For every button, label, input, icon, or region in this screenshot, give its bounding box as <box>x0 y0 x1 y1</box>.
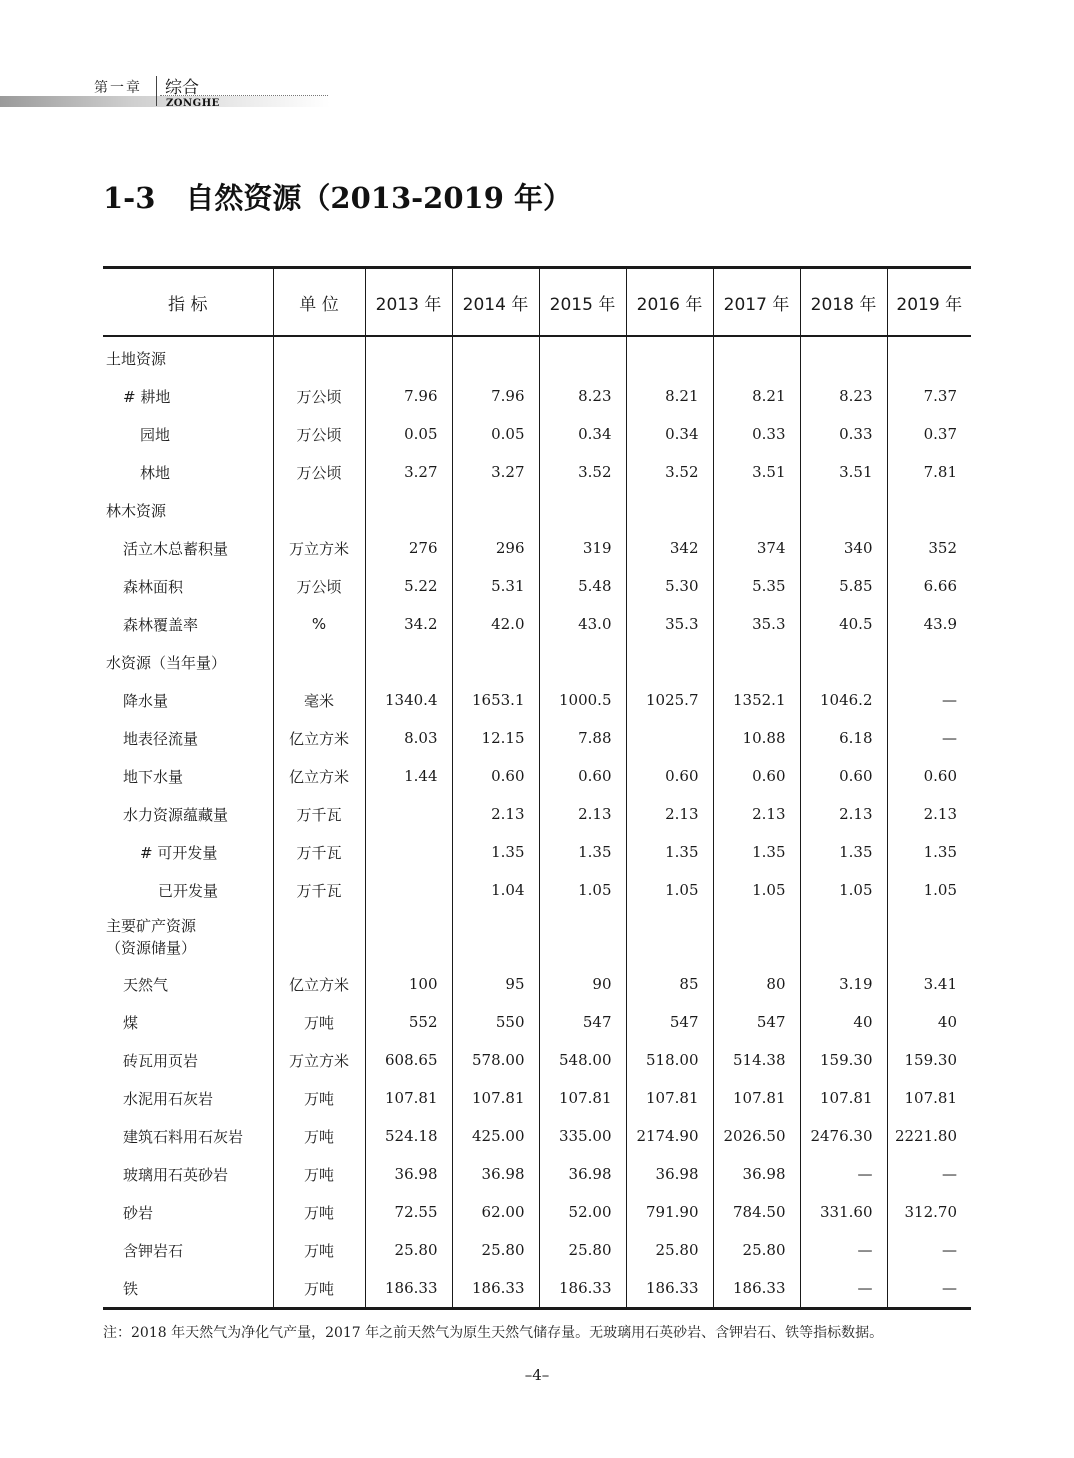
cell-value <box>452 909 539 965</box>
table-row <box>103 415 971 453</box>
row-indicator <box>103 643 273 681</box>
row-label: 园地 <box>140 425 171 444</box>
row-label: 含钾岩石 <box>123 1241 184 1260</box>
cell-value: 374 <box>713 529 800 567</box>
row-label: 主要矿产资源 <box>106 917 197 935</box>
row-unit <box>273 643 365 681</box>
cell-value: 0.34 <box>626 415 713 453</box>
row-label: 地下水量 <box>123 767 184 786</box>
table-row <box>103 336 971 377</box>
section-pinyin: ZONGHE <box>166 98 220 109</box>
table-title-text: 自然资源（2013-2019 年） <box>185 181 572 215</box>
cell-value: 0.05 <box>452 415 539 453</box>
chapter-label: 第一章 <box>94 80 142 96</box>
cell-value: 7.81 <box>887 453 971 491</box>
cell-value: 25.80 <box>365 1231 452 1269</box>
cell-value <box>713 491 800 529</box>
row-label: 砂岩 <box>123 1203 154 1222</box>
cell-value: 1.05 <box>626 871 713 909</box>
cell-value: 7.37 <box>887 377 971 415</box>
cell-value: 25.80 <box>539 1231 626 1269</box>
cell-value: 3.27 <box>365 453 452 491</box>
row-unit: 万吨 <box>273 1003 365 1041</box>
cell-value: 12.15 <box>452 719 539 757</box>
table-row <box>103 453 971 491</box>
cell-value: 1653.1 <box>452 681 539 719</box>
cell-value: 40 <box>887 1003 971 1041</box>
cell-value: 8.21 <box>626 377 713 415</box>
table-row <box>103 567 971 605</box>
row-indicator <box>103 757 273 795</box>
cell-value <box>800 643 887 681</box>
cell-value: 107.81 <box>452 1079 539 1117</box>
row-unit: 万吨 <box>273 1269 365 1309</box>
page-title <box>103 176 572 217</box>
row-indicator <box>103 1269 273 1309</box>
cell-value: 1.35 <box>626 833 713 871</box>
cell-value: 1025.7 <box>626 681 713 719</box>
cell-value: 518.00 <box>626 1041 713 1079</box>
cell-value: 1352.1 <box>713 681 800 719</box>
table-row <box>103 833 971 871</box>
cell-value <box>626 336 713 377</box>
cell-value: 0.60 <box>800 757 887 795</box>
cell-value: 1.44 <box>365 757 452 795</box>
cell-value <box>365 491 452 529</box>
cell-value: 159.30 <box>800 1041 887 1079</box>
cell-value: 1046.2 <box>800 681 887 719</box>
cell-value: 5.30 <box>626 567 713 605</box>
row-label: 降水量 <box>123 691 169 710</box>
cell-value <box>887 336 971 377</box>
cell-value: 3.51 <box>713 453 800 491</box>
cell-value <box>887 909 971 965</box>
natural-resources-table <box>103 266 971 1310</box>
cell-value: 352 <box>887 529 971 567</box>
table-footnote: 注：2018 年天然气为净化气产量，2017 年之前天然气为原生天然气储存量。无玻璃用石英砂岩、含钾岩石、铁等指标数据。 <box>103 1325 884 1341</box>
cell-value: 2.13 <box>626 795 713 833</box>
cell-value: 107.81 <box>626 1079 713 1117</box>
cell-value: 72.55 <box>365 1193 452 1231</box>
cell-value <box>626 909 713 965</box>
cell-value: 7.96 <box>452 377 539 415</box>
cell-value: 1.05 <box>800 871 887 909</box>
cell-value: 0.60 <box>539 757 626 795</box>
cell-value: 3.52 <box>539 453 626 491</box>
cell-value <box>452 491 539 529</box>
cell-value: 1.05 <box>713 871 800 909</box>
table-row <box>103 1003 971 1041</box>
cell-value: 107.81 <box>365 1079 452 1117</box>
row-label: 水泥用石灰岩 <box>123 1089 214 1108</box>
row-label: 建筑石料用石灰岩 <box>123 1127 244 1146</box>
row-label: 森林面积 <box>123 577 184 596</box>
cell-value: 5.31 <box>452 567 539 605</box>
cell-value <box>365 643 452 681</box>
cell-value <box>887 643 971 681</box>
column-header-year: 2015 年 <box>539 268 626 337</box>
row-indicator <box>103 1117 273 1155</box>
cell-value: 1.35 <box>539 833 626 871</box>
row-indicator <box>103 336 273 377</box>
cell-value <box>539 491 626 529</box>
row-unit <box>273 336 365 377</box>
row-unit: 万立方米 <box>273 1041 365 1079</box>
table-row <box>103 491 971 529</box>
cell-value: 43.0 <box>539 605 626 643</box>
cell-value <box>365 871 452 909</box>
cell-value: 578.00 <box>452 1041 539 1079</box>
cell-value: 548.00 <box>539 1041 626 1079</box>
row-label: 已开发量 <box>158 881 219 900</box>
column-header-year: 2018 年 <box>800 268 887 337</box>
column-header-year: 2019 年 <box>887 268 971 337</box>
cell-value: 36.98 <box>365 1155 452 1193</box>
table-row <box>103 681 971 719</box>
cell-value: 1340.4 <box>365 681 452 719</box>
cell-value: 5.35 <box>713 567 800 605</box>
cell-value: 25.80 <box>626 1231 713 1269</box>
cell-value: — <box>887 719 971 757</box>
row-label: 地表径流量 <box>123 729 199 748</box>
cell-value <box>713 336 800 377</box>
row-unit <box>273 909 365 965</box>
cell-value <box>800 491 887 529</box>
cell-value <box>365 336 452 377</box>
cell-value: 80 <box>713 965 800 1003</box>
cell-value: 1000.5 <box>539 681 626 719</box>
cell-value: 547 <box>713 1003 800 1041</box>
cell-value: 784.50 <box>713 1193 800 1231</box>
cell-value: 40 <box>800 1003 887 1041</box>
row-label: 铁 <box>123 1279 139 1298</box>
column-header-unit: 单 位 <box>273 268 365 337</box>
cell-value: 62.00 <box>452 1193 539 1231</box>
cell-value: 296 <box>452 529 539 567</box>
row-label: 活立木总蓄积量 <box>123 539 229 558</box>
cell-value <box>713 909 800 965</box>
cell-value <box>626 643 713 681</box>
cell-value: 2.13 <box>713 795 800 833</box>
cell-value: 0.05 <box>365 415 452 453</box>
cell-value: 608.65 <box>365 1041 452 1079</box>
row-unit: 万吨 <box>273 1117 365 1155</box>
cell-value: — <box>887 681 971 719</box>
table-row <box>103 1231 971 1269</box>
row-unit: 万吨 <box>273 1155 365 1193</box>
cell-value: 6.18 <box>800 719 887 757</box>
cell-value: — <box>800 1155 887 1193</box>
table-row <box>103 1193 971 1231</box>
row-unit: 万吨 <box>273 1193 365 1231</box>
row-unit: 毫米 <box>273 681 365 719</box>
cell-value: 3.41 <box>887 965 971 1003</box>
cell-value: — <box>887 1269 971 1309</box>
cell-value: 36.98 <box>452 1155 539 1193</box>
cell-value: 8.21 <box>713 377 800 415</box>
cell-value <box>800 909 887 965</box>
table-header-row <box>103 268 971 337</box>
row-indicator <box>103 871 273 909</box>
cell-value: 0.33 <box>713 415 800 453</box>
cell-value: 1.35 <box>800 833 887 871</box>
table-row <box>103 605 971 643</box>
row-label: # 可开发量 <box>140 843 218 862</box>
row-indicator <box>103 1041 273 1079</box>
cell-value <box>539 336 626 377</box>
row-indicator <box>103 833 273 871</box>
row-unit: 亿立方米 <box>273 965 365 1003</box>
cell-value: 312.70 <box>887 1193 971 1231</box>
cell-value: 547 <box>626 1003 713 1041</box>
row-label: 水资源（当年量） <box>106 653 227 672</box>
cell-value: 186.33 <box>365 1269 452 1309</box>
row-indicator <box>103 681 273 719</box>
cell-value: — <box>800 1269 887 1309</box>
row-unit: 万千瓦 <box>273 871 365 909</box>
cell-value: 1.35 <box>713 833 800 871</box>
cell-value <box>452 643 539 681</box>
row-indicator <box>103 1231 273 1269</box>
cell-value: 7.88 <box>539 719 626 757</box>
cell-value: 0.60 <box>713 757 800 795</box>
row-indicator <box>103 377 273 415</box>
cell-value: 0.60 <box>887 757 971 795</box>
column-header-indicator: 指 标 <box>103 268 273 337</box>
cell-value: 319 <box>539 529 626 567</box>
table-row <box>103 1079 971 1117</box>
cell-value: 3.19 <box>800 965 887 1003</box>
row-label: # 耕地 <box>123 387 171 406</box>
cell-value: 335.00 <box>539 1117 626 1155</box>
cell-value: 5.48 <box>539 567 626 605</box>
row-label: 玻璃用石英砂岩 <box>123 1165 229 1184</box>
cell-value <box>365 833 452 871</box>
row-indicator <box>103 1079 273 1117</box>
table-row <box>103 1117 971 1155</box>
row-unit: 亿立方米 <box>273 719 365 757</box>
row-unit: 万吨 <box>273 1079 365 1117</box>
column-header-year: 2013 年 <box>365 268 452 337</box>
cell-value: 186.33 <box>539 1269 626 1309</box>
cell-value <box>887 491 971 529</box>
row-indicator <box>103 1193 273 1231</box>
row-indicator <box>103 1155 273 1193</box>
cell-value: 547 <box>539 1003 626 1041</box>
cell-value: 186.33 <box>626 1269 713 1309</box>
row-indicator <box>103 453 273 491</box>
cell-value: 1.35 <box>452 833 539 871</box>
row-unit: 亿立方米 <box>273 757 365 795</box>
page-number: –4– <box>524 1366 550 1384</box>
cell-value: 3.27 <box>452 453 539 491</box>
cell-value: 107.81 <box>887 1079 971 1117</box>
cell-value: 0.60 <box>626 757 713 795</box>
cell-value <box>626 491 713 529</box>
cell-value: 276 <box>365 529 452 567</box>
cell-value: 186.33 <box>452 1269 539 1309</box>
cell-value: 36.98 <box>626 1155 713 1193</box>
cell-value <box>626 719 713 757</box>
cell-value: 2.13 <box>800 795 887 833</box>
row-label: 林木资源 <box>106 501 167 520</box>
row-label-continued: （资源储量） <box>106 939 197 957</box>
cell-value: 35.3 <box>713 605 800 643</box>
cell-value: 43.9 <box>887 605 971 643</box>
table-row <box>103 757 971 795</box>
row-label: 煤 <box>123 1013 139 1032</box>
row-indicator <box>103 965 273 1003</box>
cell-value: 1.04 <box>452 871 539 909</box>
cell-value: 186.33 <box>713 1269 800 1309</box>
cell-value: 42.0 <box>452 605 539 643</box>
row-label: 水力资源蕴藏量 <box>123 805 229 824</box>
row-unit: 万立方米 <box>273 529 365 567</box>
cell-value: 8.23 <box>539 377 626 415</box>
row-unit: % <box>273 605 365 643</box>
table-row <box>103 909 971 965</box>
cell-value: 40.5 <box>800 605 887 643</box>
table-row <box>103 377 971 415</box>
cell-value: 90 <box>539 965 626 1003</box>
cell-value: 8.23 <box>800 377 887 415</box>
row-indicator <box>103 795 273 833</box>
cell-value: 7.96 <box>365 377 452 415</box>
table-row <box>103 795 971 833</box>
table-row <box>103 1155 971 1193</box>
cell-value: 0.34 <box>539 415 626 453</box>
row-indicator <box>103 909 273 965</box>
row-unit <box>273 491 365 529</box>
cell-value: 3.51 <box>800 453 887 491</box>
cell-value: 331.60 <box>800 1193 887 1231</box>
row-label: 森林覆盖率 <box>123 615 199 634</box>
cell-value: 2026.50 <box>713 1117 800 1155</box>
cell-value <box>800 336 887 377</box>
table-row <box>103 871 971 909</box>
row-label: 砖瓦用页岩 <box>123 1051 199 1070</box>
row-unit: 万公顷 <box>273 377 365 415</box>
cell-value <box>539 909 626 965</box>
cell-value: 36.98 <box>713 1155 800 1193</box>
cell-value: 52.00 <box>539 1193 626 1231</box>
row-indicator <box>103 491 273 529</box>
chapter-header-separator <box>156 76 157 106</box>
cell-value: 95 <box>452 965 539 1003</box>
cell-value: 2.13 <box>887 795 971 833</box>
cell-value: 0.37 <box>887 415 971 453</box>
row-indicator <box>103 415 273 453</box>
cell-value: 2174.90 <box>626 1117 713 1155</box>
row-indicator <box>103 719 273 757</box>
table-row <box>103 1269 971 1309</box>
cell-value: 107.81 <box>539 1079 626 1117</box>
cell-value: 2.13 <box>452 795 539 833</box>
cell-value: 550 <box>452 1003 539 1041</box>
cell-value <box>365 909 452 965</box>
cell-value: 5.85 <box>800 567 887 605</box>
row-indicator <box>103 605 273 643</box>
section-title: 综合 <box>165 78 199 98</box>
cell-value <box>452 336 539 377</box>
row-unit: 万公顷 <box>273 453 365 491</box>
cell-value: 2476.30 <box>800 1117 887 1155</box>
column-header-year: 2016 年 <box>626 268 713 337</box>
cell-value: 8.03 <box>365 719 452 757</box>
cell-value <box>713 643 800 681</box>
cell-value: 85 <box>626 965 713 1003</box>
cell-value: 34.2 <box>365 605 452 643</box>
cell-value <box>539 643 626 681</box>
row-indicator <box>103 529 273 567</box>
cell-value: 3.52 <box>626 453 713 491</box>
row-unit: 万千瓦 <box>273 795 365 833</box>
column-header-year: 2014 年 <box>452 268 539 337</box>
cell-value: 5.22 <box>365 567 452 605</box>
cell-value: 2221.80 <box>887 1117 971 1155</box>
cell-value: 35.3 <box>626 605 713 643</box>
cell-value: — <box>800 1231 887 1269</box>
cell-value <box>365 795 452 833</box>
row-label: 土地资源 <box>106 349 167 368</box>
row-label: 天然气 <box>123 975 169 994</box>
cell-value: 342 <box>626 529 713 567</box>
cell-value: 159.30 <box>887 1041 971 1079</box>
table-row <box>103 529 971 567</box>
cell-value: 0.33 <box>800 415 887 453</box>
cell-value: — <box>887 1231 971 1269</box>
table-body <box>103 336 971 1309</box>
cell-value: 6.66 <box>887 567 971 605</box>
row-unit: 万公顷 <box>273 567 365 605</box>
table-row <box>103 1041 971 1079</box>
column-header-year: 2017 年 <box>713 268 800 337</box>
cell-value: 25.80 <box>452 1231 539 1269</box>
cell-value: 1.05 <box>539 871 626 909</box>
cell-value: 425.00 <box>452 1117 539 1155</box>
row-unit: 万吨 <box>273 1231 365 1269</box>
cell-value: 36.98 <box>539 1155 626 1193</box>
cell-value: 1.35 <box>887 833 971 871</box>
cell-value: 100 <box>365 965 452 1003</box>
table-row <box>103 719 971 757</box>
cell-value: — <box>887 1155 971 1193</box>
cell-value: 1.05 <box>887 871 971 909</box>
cell-value: 2.13 <box>539 795 626 833</box>
row-unit: 万公顷 <box>273 415 365 453</box>
cell-value: 791.90 <box>626 1193 713 1231</box>
cell-value: 25.80 <box>713 1231 800 1269</box>
cell-value: 552 <box>365 1003 452 1041</box>
row-indicator <box>103 567 273 605</box>
cell-value: 10.88 <box>713 719 800 757</box>
row-unit: 万千瓦 <box>273 833 365 871</box>
table-row <box>103 643 971 681</box>
row-indicator <box>103 1003 273 1041</box>
table-number: 1-3 <box>103 181 156 215</box>
cell-value: 340 <box>800 529 887 567</box>
cell-value: 0.60 <box>452 757 539 795</box>
cell-value: 524.18 <box>365 1117 452 1155</box>
cell-value: 514.38 <box>713 1041 800 1079</box>
row-label: 林地 <box>140 463 171 482</box>
cell-value: 107.81 <box>800 1079 887 1117</box>
cell-value: 107.81 <box>713 1079 800 1117</box>
table-row <box>103 965 971 1003</box>
